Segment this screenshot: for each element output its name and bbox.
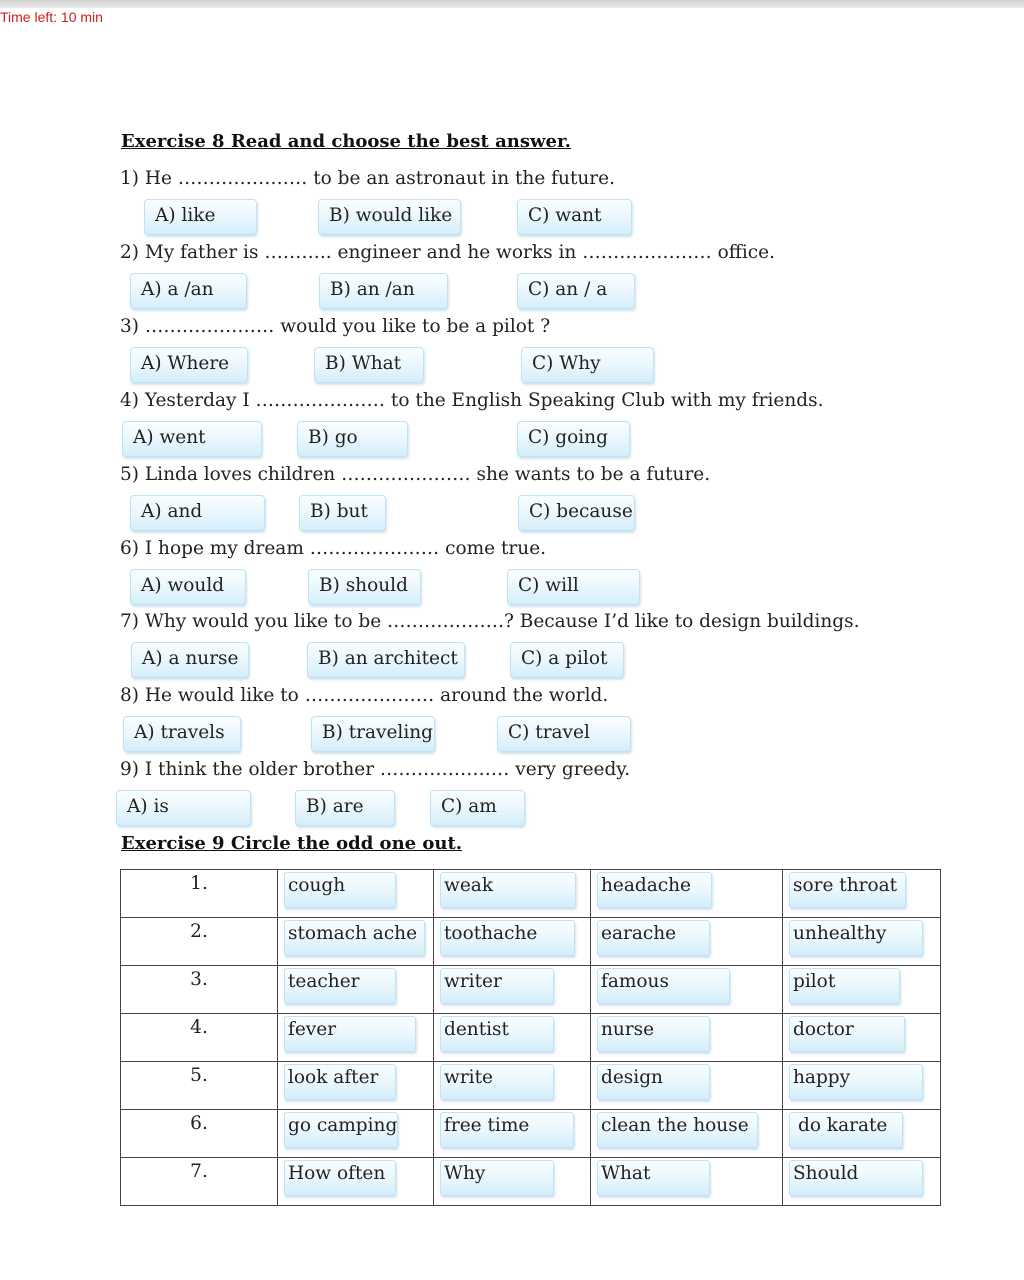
q8-option-c[interactable]: C) travel (497, 716, 631, 752)
word-cell (434, 918, 591, 966)
q6-option-a[interactable]: A) would (130, 569, 246, 605)
word-option[interactable]: writer (440, 968, 554, 1004)
row-number: 7. (190, 1161, 208, 1182)
word-option[interactable]: fever (284, 1016, 416, 1052)
word-cell (278, 1062, 434, 1110)
question-3: 3) ………………… would you like to be a pilot ? (120, 316, 551, 337)
answer-blank: ………………… (177, 168, 308, 189)
table-row (121, 1158, 941, 1206)
word-option[interactable]: famous (597, 968, 730, 1004)
word-cell (434, 870, 591, 918)
row-number-cell (121, 918, 278, 966)
answer-blank: ………………… (582, 242, 712, 263)
q2-option-a[interactable]: A) a /an (130, 273, 247, 309)
question-9: 9) I think the older brother ………………… very greedy. (120, 759, 631, 780)
word-cell (591, 870, 783, 918)
q3-option-c[interactable]: C) Why (521, 347, 654, 383)
answer-blank: ………………… (309, 538, 440, 559)
word-cell (783, 1158, 941, 1206)
word-cell (278, 1110, 434, 1158)
row-number-cell (121, 1062, 278, 1110)
answer-blank: ………………… (144, 316, 275, 337)
exercise-9-title: Exercise 9 Circle the odd one out. (121, 833, 463, 854)
row-number-cell (121, 1110, 278, 1158)
row-number-cell (121, 1014, 278, 1062)
question-4: 4) Yesterday I ………………… to the English Speaking Club with my friends. (120, 390, 824, 411)
word-cell (591, 1014, 783, 1062)
odd-one-out-table (120, 869, 941, 1206)
table-row (121, 966, 941, 1014)
word-option[interactable]: doctor (789, 1016, 905, 1052)
q2-option-c[interactable]: C) an / a (517, 273, 635, 309)
word-cell (591, 1158, 783, 1206)
word-option[interactable]: design (597, 1064, 710, 1100)
row-number: 2. (190, 921, 208, 942)
word-option[interactable]: do karate (789, 1112, 903, 1148)
row-number: 1. (190, 873, 208, 894)
word-cell (591, 966, 783, 1014)
answer-blank: ………………… (304, 685, 435, 706)
row-number: 6. (190, 1113, 208, 1134)
word-cell (434, 1158, 591, 1206)
question-2: 2) My father is ……….. engineer and he works in ………………… office. (120, 242, 775, 263)
answer-blank: ………………… (255, 390, 386, 411)
q9-option-a[interactable]: A) is (116, 790, 251, 826)
row-number: 4. (190, 1017, 208, 1038)
word-option[interactable]: Why (440, 1160, 554, 1196)
q4-option-a[interactable]: A) went (122, 421, 262, 457)
word-cell (278, 966, 434, 1014)
answer-blank: ………………… (341, 464, 471, 485)
question-8: 8) He would like to ………………… around the world. (120, 685, 609, 706)
word-option[interactable]: weak (440, 872, 576, 908)
word-option[interactable]: toothache (440, 920, 575, 956)
time-left-label: Time left: 10 min (0, 9, 103, 25)
word-cell (783, 870, 941, 918)
exercise-8-title: Exercise 8 Read and choose the best answer. (121, 131, 572, 152)
q9-option-b[interactable]: B) are (295, 790, 395, 826)
q5-option-c[interactable]: C) because (518, 495, 635, 531)
question-6: 6) I hope my dream ………………… come true. (120, 538, 547, 559)
word-cell (434, 1062, 591, 1110)
row-number: 3. (190, 969, 208, 990)
q3-option-a[interactable]: A) Where (130, 347, 248, 383)
word-option[interactable]: look after (284, 1064, 396, 1100)
top-bar (0, 0, 1024, 8)
row-number-cell (121, 966, 278, 1014)
q4-option-b[interactable]: B) go (297, 421, 408, 457)
table-row (121, 1014, 941, 1062)
table-row (121, 1110, 941, 1158)
word-option[interactable]: write (440, 1064, 554, 1100)
word-option[interactable]: cough (284, 872, 396, 908)
q1-option-c[interactable]: C) want (517, 199, 632, 235)
table-row (121, 918, 941, 966)
word-option[interactable]: headache (597, 872, 712, 908)
word-option[interactable]: go camping (284, 1112, 398, 1148)
q1-option-b[interactable]: B) would like (318, 199, 461, 235)
word-option[interactable]: dentist (440, 1016, 554, 1052)
word-cell (591, 1062, 783, 1110)
row-number-cell (121, 1158, 278, 1206)
word-cell (783, 918, 941, 966)
word-cell (434, 966, 591, 1014)
word-option[interactable]: sore throat (789, 872, 906, 908)
word-option[interactable]: free time (440, 1112, 574, 1148)
answer-blank: ………………. (387, 611, 504, 632)
q9-option-c[interactable]: C) am (430, 790, 525, 826)
row-number-cell (121, 870, 278, 918)
q4-option-c[interactable]: C) going (517, 421, 630, 457)
q3-option-b[interactable]: B) What (314, 347, 424, 383)
word-cell (783, 966, 941, 1014)
q8-option-b[interactable]: B) traveling (311, 716, 435, 752)
q5-option-b[interactable]: B) but (299, 495, 386, 531)
word-cell (278, 870, 434, 918)
answer-blank: ……….. (264, 242, 332, 263)
row-number: 5. (190, 1065, 208, 1086)
word-option[interactable]: Should (789, 1160, 923, 1196)
word-option[interactable]: nurse (597, 1016, 710, 1052)
word-option[interactable]: teacher (284, 968, 396, 1004)
q1-option-a[interactable]: A) like (144, 199, 257, 235)
table-row (121, 1062, 941, 1110)
word-option[interactable]: pilot (789, 968, 900, 1004)
table-row (121, 870, 941, 918)
word-cell (434, 1110, 591, 1158)
question-1: 1) He ………………… to be an astronaut in the future. (120, 168, 615, 189)
word-cell (278, 1014, 434, 1062)
word-cell (783, 1062, 941, 1110)
word-cell (278, 918, 434, 966)
word-cell (591, 918, 783, 966)
answer-blank: ………………… (379, 759, 510, 780)
word-option[interactable]: stomach ache (284, 920, 425, 956)
word-option[interactable]: earache (597, 920, 710, 956)
q7-option-c[interactable]: C) a pilot (510, 642, 624, 678)
q2-option-b[interactable]: B) an /an (319, 273, 448, 309)
word-option[interactable]: What (597, 1160, 710, 1196)
word-cell (783, 1110, 941, 1158)
q6-option-c[interactable]: C) will (507, 569, 640, 605)
q7-option-b[interactable]: B) an architect (307, 642, 465, 678)
word-cell (591, 1110, 783, 1158)
question-7: 7) Why would you like to be ……………….? Because I’d like to design buildings. (120, 611, 860, 632)
word-option[interactable]: unhealthy (789, 920, 923, 956)
word-cell (783, 1014, 941, 1062)
word-cell (278, 1158, 434, 1206)
word-option[interactable]: clean the house (597, 1112, 758, 1148)
q5-option-a[interactable]: A) and (130, 495, 265, 531)
question-5: 5) Linda loves children ………………… she wants to be a future. (120, 464, 711, 485)
q8-option-a[interactable]: A) travels (123, 716, 241, 752)
word-option[interactable]: How often (284, 1160, 396, 1196)
word-cell (434, 1014, 591, 1062)
q7-option-a[interactable]: A) a nurse (131, 642, 249, 678)
q6-option-b[interactable]: B) should (308, 569, 421, 605)
word-option[interactable]: happy (789, 1064, 923, 1100)
